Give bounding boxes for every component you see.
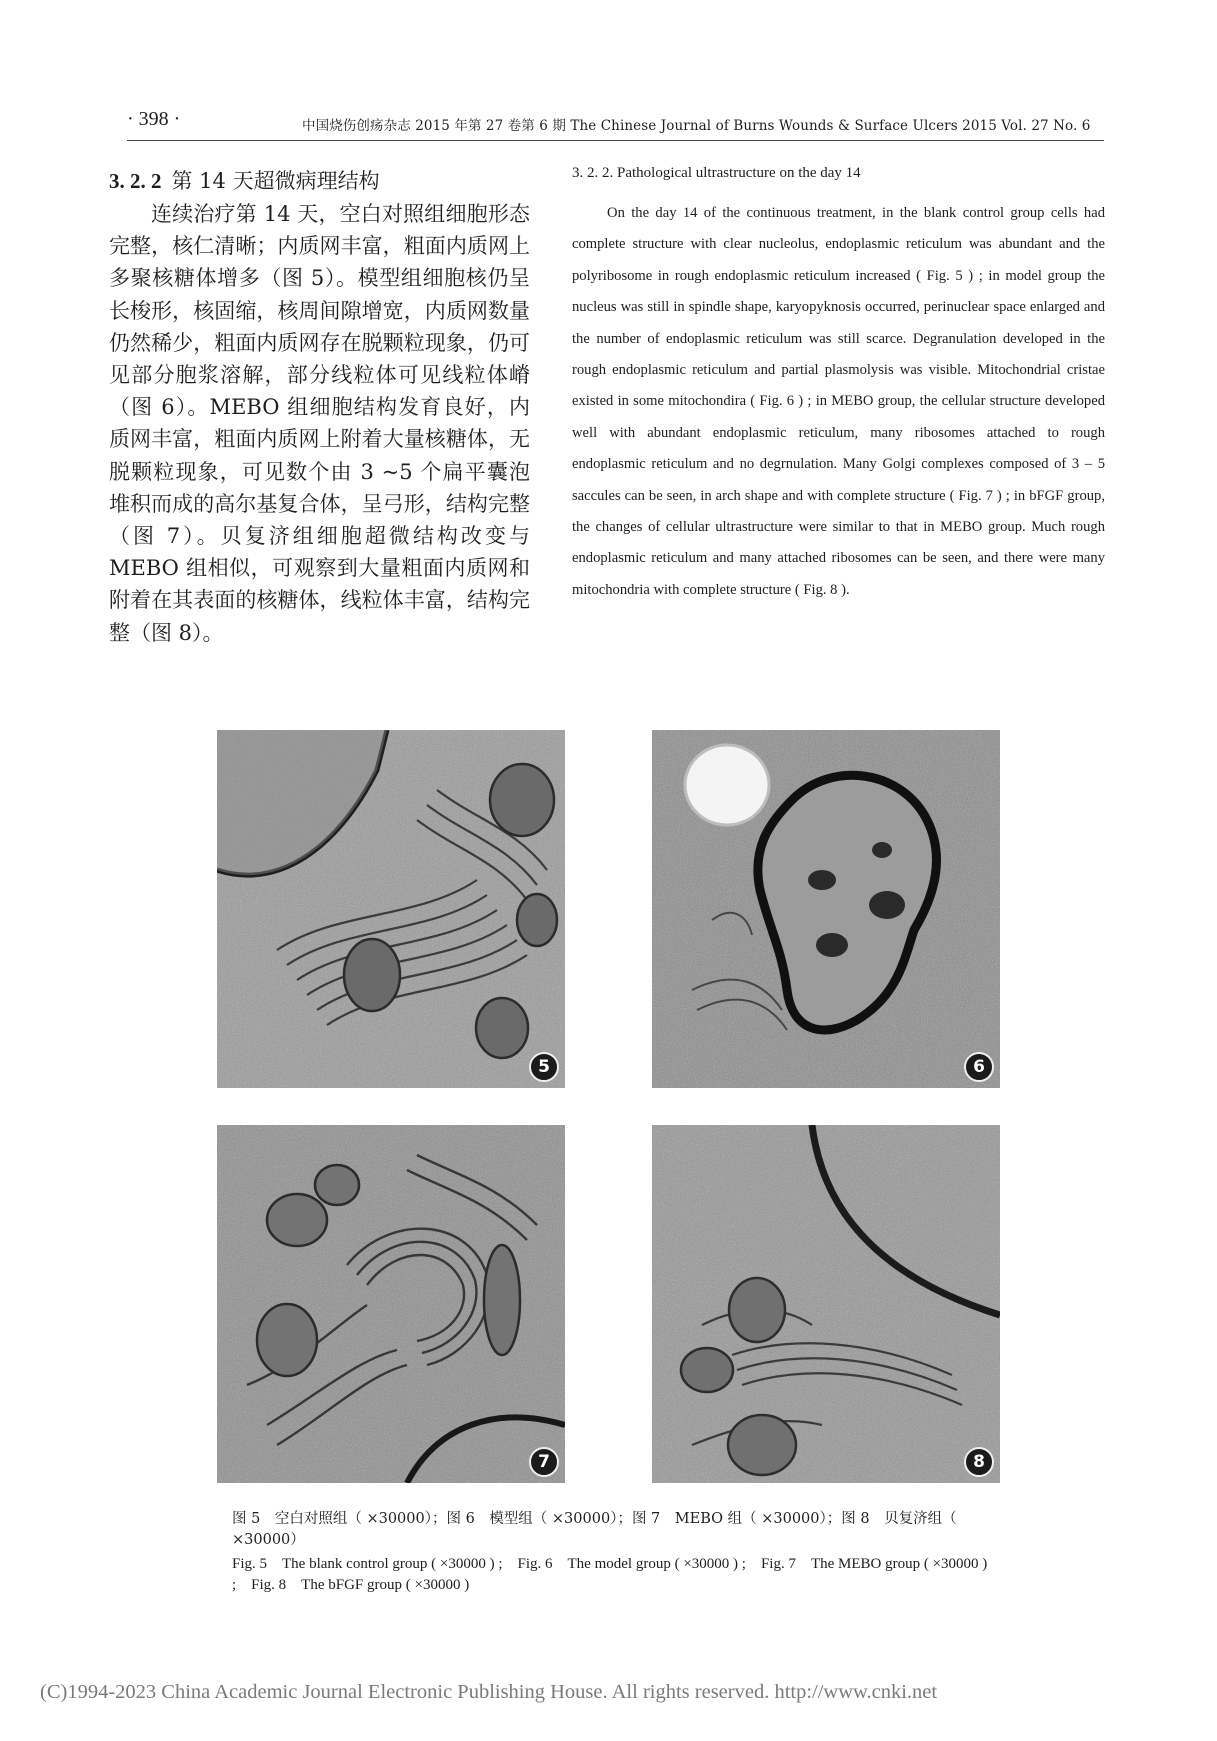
- figure-7-micrograph: [217, 1125, 565, 1483]
- figure-6-texture: [652, 730, 1000, 1088]
- header-rule: [127, 140, 1104, 141]
- figure-5-label: 5: [529, 1052, 559, 1082]
- section-title-zh: 第 14 天超微病理结构: [171, 169, 380, 193]
- figure-8-label: 8: [964, 1447, 994, 1477]
- figure-caption-en: Fig. 5 The blank control group ( ×30000 ) ; Fig. 6 The model group ( ×30000 ) ; Fig. 7 The MEBO group ( ×30000 ) ; Fig. 8 The bFGF group ( ×30000 ): [232, 1556, 988, 1593]
- section-body-zh: 连续治疗第 14 天，空白对照组细胞形态完整，核仁清晰；内质网丰富，粗面内质网上多聚核糖体增多（图 5）。模型组细胞核仍呈长梭形，核固缩，核周间隙增宽，内质网数量仍然稀少，粗面内质网存在脱颗粒现象，仍可见部分胞浆溶解，部分线粒体可见线粒体嵴（图 6）。MEBO 组细胞结构发育良好，内质网丰富，粗面内质网上附着大量核糖体，无脱颗粒现象，可见数个由 3 ~5 个扁平囊泡堆积而成的高尔基复合体，呈弓形，结构完整（图 7）。贝复济组细胞超微结构改变与 MEBO 组相似，可观察到大量粗面内质网和附着在其表面的核糖体，线粒体丰富，结构完整（图 8）。: [109, 202, 530, 645]
- figure-6-label: 6: [964, 1052, 994, 1082]
- figure-8-micrograph: [652, 1125, 1000, 1483]
- figure-7-texture: [217, 1125, 565, 1483]
- copyright-footer: (C)1994-2023 China Academic Journal Electronic Publishing House. All rights reserved. http://www.cnki.net: [40, 1681, 938, 1703]
- journal-running-header: 中国烧伤创疡杂志 2015 年第 27 卷第 6 期 The Chinese Journal of Burns Wounds & Surface Ulcers 2015 Vol. 27 No. 6: [302, 118, 1091, 134]
- page-number: · 398 ·: [127, 108, 181, 130]
- section-heading-zh: [109, 165, 380, 195]
- figure-5-texture: [217, 730, 565, 1088]
- figure-caption-zh: 图 5 空白对照组（ ×30000）；图 6 模型组（ ×30000）；图 7 MEBO 组（ ×30000）；图 8 贝复济组（ ×30000）: [232, 1511, 957, 1548]
- section-number-zh: 3. 2. 2: [109, 169, 162, 193]
- section-body-en: On the day 14 of the continuous treatment, in the blank control group cells had complete structure with clear nucleolus, endoplasmic reticulum was abundant and the polyribosome in rough endoplasmic reticulum increased ( Fig. 5 ) ; in model group the nucleus was still in spindle shape, karyopyknosis occurred, perinuclear space enlarged and the number of endoplasmic reticulum was still scarce. Degranulation developed in the rough endoplasmic reticulum and partial plasmolysis was visible. Mitochondrial cristae existed in some mitochondira ( Fig. 6 ) ; in MEBO group, the cellular structure developed well with abundant endoplasmic reticulum, many ribosomes attached to rough endoplasmic reticulum and no degrnulation. Many Golgi complexes composed of 3 – 5 saccules can be seen, in arch shape and with complete structure ( Fig. 7 ) ; in bFGF group, the changes of cellular ultrastructure were similar to that in MEBO group. Much rough endoplasmic reticulum and many attached ribosomes can be seen, and there were many mitochondria with complete structure ( Fig. 8 ).: [572, 205, 1105, 598]
- figure-8-texture: [652, 1125, 1000, 1483]
- figure-5-micrograph: [217, 730, 565, 1088]
- figure-6-micrograph: [652, 730, 1000, 1088]
- figure-7-label: 7: [529, 1447, 559, 1477]
- section-heading-en: 3. 2. 2. Pathological ultrastructure on the day 14: [572, 165, 861, 181]
